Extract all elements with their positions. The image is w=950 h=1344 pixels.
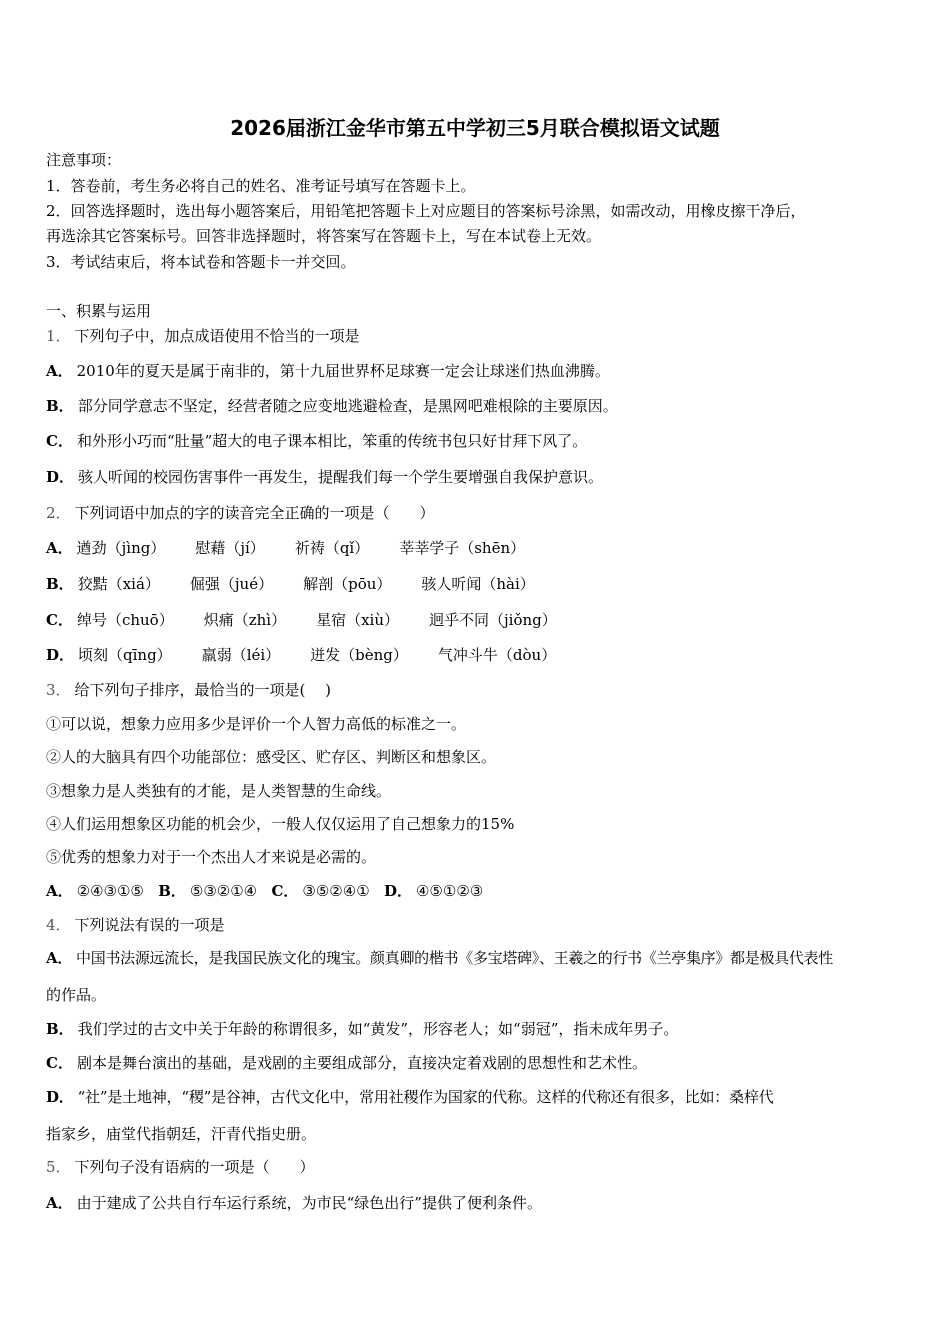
option-text: ③⑤②④① [302,882,370,900]
sentence: ③想象力是人类独有的才能，是人类智慧的生命线。 [46,782,392,800]
option-text: 骇人听闻的校园伤害事件一再发生，提醒我们每一个学生要增强自我保护意识。 [78,468,604,486]
question-1 [46,326,360,346]
word: 顷刻（qīng） [78,646,172,664]
option-label: C． [46,1054,73,1072]
option [46,1087,774,1107]
word: 星宿（xiù） [316,611,400,629]
option-label: B． [46,397,74,415]
option-label: D． [46,468,75,486]
question-number: 4． [46,916,71,934]
options-row [46,881,483,901]
notice-item: 2．回答选择题时，选出每小题答案后，用铅笔把答题卡上对应题目的答案标号涂黑，如需改动，用橡皮擦干净后， [46,202,806,220]
word: 遒劲（jìng） [76,539,166,557]
word: 解剖（pōu） [303,575,392,593]
option [46,361,610,381]
option-label: D． [46,646,75,664]
question-number: 5． [46,1158,71,1176]
option-label: A． [46,882,73,900]
notice-heading: 注意事项： [46,151,122,169]
question-stem: 下列句子中，加点成语使用不恰当的一项是 [74,327,360,345]
question-number: 2． [46,504,71,522]
option [46,1193,542,1213]
notice-item: 再选涂其它答案标号。回答非选择题时，将答案写在答题卡上，写在本试卷上无效。 [46,227,602,245]
question-stem: 下列词语中加点的字的读音完全正确的一项是（ ） [74,504,435,522]
option-text: 中国书法源远流长，是我国民族文化的瑰宝。颜真卿的楷书《多宝塔碑》、王羲之的行书《兰亭集序》都是极具代表性 [76,949,833,967]
option-label: B． [46,1020,74,1038]
option-label: A． [46,1194,73,1212]
option [46,1053,647,1073]
option-text: 部分同学意志不坚定，经营者随之应变地逃避检查，是黑网吧难根除的主要原因。 [77,397,618,415]
option-text: 和外形小巧而“肚量”超大的电子课本相比，笨重的传统书包只好甘拜下风了。 [76,432,588,450]
option-text: 我们学过的古文中关于年龄的称谓很多，如“黄发”，形容老人；如“弱冠”，指未成年男子。 [77,1020,679,1038]
word: 绰号（chuō） [76,611,174,629]
question-stem: 给下列句子排序，最恰当的一项是( ) [74,681,332,699]
option-label: C． [271,882,299,900]
word: 骇人听闻（hài） [421,575,535,593]
question-5 [46,1157,315,1177]
option-text: “社”是土地神，“稷”是谷神，古代文化中，常用社稷作为国家的代称。这样的代称还有很多，比如：桑梓代 [77,1088,774,1106]
option-label: B． [46,575,74,593]
section-heading: 一、积累与运用 [46,302,152,320]
option-label: A． [46,362,73,380]
word: 倔强（jué） [189,575,274,593]
page-title: 2026届浙江金华市第五中学初三5月联合模拟语文试题 [230,116,720,140]
word: 气冲斗牛（dòu） [437,646,557,664]
option [46,467,603,487]
word: 羸弱（léi） [201,646,281,664]
option-text: 2010年的夏天是属于南非的，第十九届世界杯足球赛一定会让球迷们热血沸腾。 [76,362,610,380]
notice-item: 3．考试结束后，将本试卷和答题卡一并交回。 [46,253,356,271]
option-label: C． [46,611,73,629]
option-continued: 指家乡，庙堂代指朝廷，汗青代指史册。 [46,1125,317,1143]
word: 狡黠（xiá） [77,575,160,593]
word: 炽痛（zhì） [203,611,287,629]
option-label: D． [383,882,412,900]
question-stem: 下列句子没有语病的一项是（ ） [74,1158,315,1176]
option [46,396,618,416]
word: 祈祷（qǐ） [294,539,370,557]
word: 迥乎不同（jiǒng） [429,611,557,629]
notice-item: 1．答卷前，考生务必将自己的姓名、准考证号填写在答题卡上。 [46,177,476,195]
option [46,574,535,594]
sentence: ⑤优秀的想象力对于一个杰出人才来说是必需的。 [46,848,377,866]
option-text: 由于建成了公共自行车运行系统，为市民“绿色出行”提供了便利条件。 [76,1194,542,1212]
question-3 [46,680,331,700]
word: 莘莘学子（shēn） [399,539,526,557]
option-label: A． [46,539,73,557]
question-number: 3． [46,681,71,699]
option-label: C． [46,432,73,450]
sentence: ④人们运用想象区功能的机会少，一般人仅仅运用了自己想象力的15% [46,815,515,833]
option-text: ④⑤①②③ [415,882,484,900]
option-label: B． [158,882,186,900]
option-label: D． [46,1088,74,1106]
option-text: 剧本是舞台演出的基础，是戏剧的主要组成部分，直接决定着戏剧的思想性和艺术性。 [76,1054,647,1072]
option [46,1019,678,1039]
word: 迸发（bèng） [310,646,408,664]
question-number: 1． [46,327,71,345]
option [46,431,587,451]
option-label: A． [46,949,73,967]
option [46,610,557,630]
option-text: ⑤③②①④ [189,882,258,900]
word: 慰藉（jí） [195,539,265,557]
option [46,948,833,968]
sentence: ②人的大脑具有四个功能部位：感受区、贮存区、判断区和想象区。 [46,748,497,766]
option [46,538,525,558]
option-text: ②④③①⑤ [76,882,144,900]
question-4 [46,915,225,935]
question-stem: 下列说法有误的一项是 [74,916,225,934]
sentence: ①可以说，想象力应用多少是评价一个人智力高低的标准之一。 [46,715,467,733]
option [46,645,556,665]
question-2 [46,503,435,523]
option-continued: 的作品。 [46,986,107,1004]
